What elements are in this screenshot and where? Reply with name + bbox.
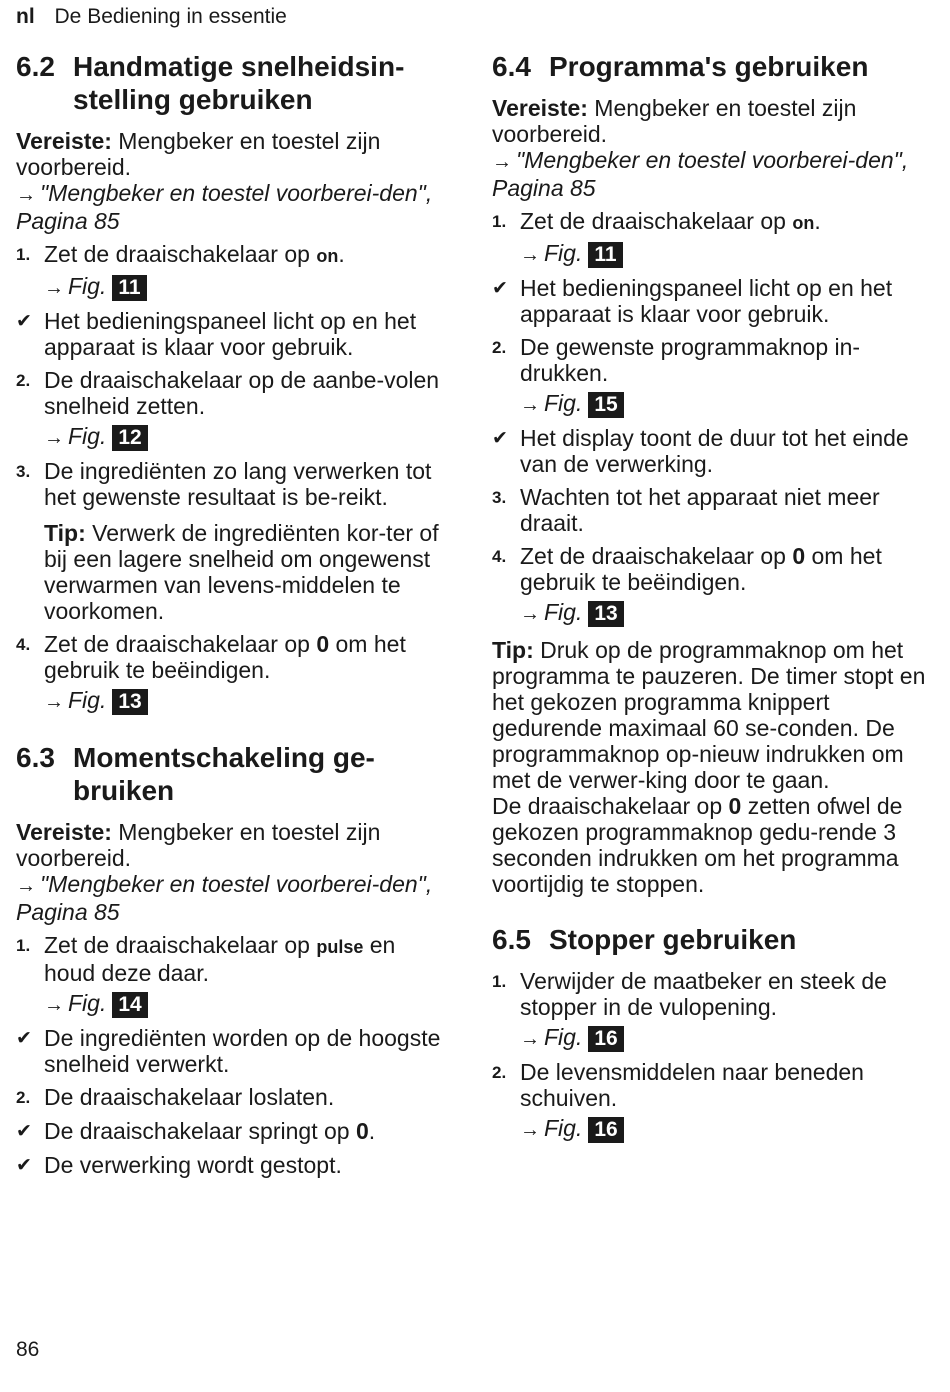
- arrow-icon: →: [520, 244, 540, 266]
- section-title: Handmatige snelheidsin-stelling gebruiken: [73, 51, 405, 115]
- check-icon: ✔: [16, 1155, 32, 1176]
- step-text-post: .: [368, 1118, 376, 1144]
- step-text: [44, 1152, 446, 1179]
- arrow-icon: →: [520, 1028, 540, 1050]
- figure-label: Fig.: [544, 390, 583, 416]
- tip-label: Tip:: [44, 520, 86, 546]
- step-text-content: Het display toont de duur tot het einde van de verwerking.: [520, 425, 909, 477]
- step-number: 1.: [16, 936, 31, 955]
- step-text-post: .: [338, 241, 345, 267]
- figure-number-badge: 16: [588, 1117, 623, 1143]
- step-item: [16, 241, 446, 301]
- step-text: [520, 425, 932, 477]
- figure-reference: [520, 390, 932, 418]
- step-text: [44, 1084, 446, 1111]
- step-text-pre: Zet de draaischakelaar op: [520, 543, 793, 569]
- cross-reference-text: "Mengbeker en toestel voorberei-den", Pagina 85: [16, 871, 433, 925]
- figure-number-badge: 14: [112, 992, 147, 1018]
- requirement: [16, 819, 446, 871]
- tip-content: Verwerk de ingrediënten kor-ter of bij een lagere snelheid om ongewenst verwarmen van levens-middelen te voorkomen.: [44, 520, 439, 624]
- arrow-icon: →: [44, 994, 64, 1016]
- section-heading: [492, 50, 932, 83]
- section-title: Momentschakeling ge-bruiken: [73, 742, 375, 806]
- section-number: 6.2: [16, 51, 55, 82]
- step-text-content: Verwijder de maatbeker en steek de stopper in de vulopening.: [520, 968, 887, 1020]
- result-item: [16, 1118, 446, 1145]
- arrow-icon: →: [16, 875, 36, 897]
- step-number: 2.: [16, 371, 31, 390]
- section-heading: [492, 923, 932, 956]
- step-text-content: De verwerking wordt gestopt.: [44, 1152, 342, 1178]
- tip-block: [44, 520, 446, 624]
- step-text-pre: Zet de draaischakelaar op: [44, 241, 317, 267]
- switch-position: pulse: [316, 937, 364, 957]
- figure-reference: [44, 687, 446, 715]
- section-title: Programma's gebruiken: [549, 51, 869, 82]
- step-item: [16, 932, 446, 1018]
- step-text-pre: Zet de draaischakelaar op: [44, 932, 317, 958]
- result-item: [16, 308, 446, 360]
- step-number: 1.: [492, 212, 507, 231]
- figure-reference: [520, 1115, 932, 1143]
- arrow-icon: →: [520, 603, 540, 625]
- step-text-post: om het gebruik te beëindigen.: [520, 543, 882, 595]
- arrow-icon: →: [520, 1119, 540, 1141]
- step-text: [44, 458, 446, 510]
- step-item: [492, 484, 932, 536]
- figure-number-badge: 12: [112, 425, 147, 451]
- figure-number-badge: 16: [588, 1026, 623, 1052]
- step-item: [16, 1084, 446, 1111]
- tip-content-post: zetten ofwel de gekozen programmaknop gedu-rende 3 seconden indrukken om het programma voortijdig te stoppen.: [492, 793, 903, 897]
- step-item: [492, 1059, 932, 1143]
- step-item: [16, 458, 446, 510]
- left-column: [16, 50, 446, 1205]
- step-text-post: .: [814, 208, 821, 234]
- section-6-4: [492, 50, 932, 897]
- arrow-icon: →: [44, 691, 64, 713]
- result-item: [16, 1152, 446, 1179]
- requirement-label: Vereiste:: [16, 128, 112, 154]
- step-text-content: Wachten tot het apparaat niet meer draait.: [520, 484, 880, 536]
- step-text-content: De gewenste programmaknop in-drukken.: [520, 334, 861, 386]
- figure-label: Fig.: [68, 687, 107, 713]
- result-item: [16, 1025, 446, 1077]
- figure-reference: [520, 1024, 932, 1052]
- tip-content: Druk op de programmaknop om het programma te pauzeren. De timer stopt en het gekozen programma knippert gedurende maximaal 60 se-conden. De programmaknop op-nieuw indrukken om met de verwer-king door te gaan.: [492, 637, 926, 793]
- tip-label: Tip:: [492, 637, 534, 663]
- step-text-content: Het bedieningspaneel licht op en het apparaat is klaar voor gebruik.: [44, 308, 417, 360]
- step-number: 2.: [492, 338, 507, 357]
- switch-position: on: [316, 246, 339, 266]
- step-item: [492, 208, 932, 268]
- page-header: [16, 5, 287, 29]
- step-text-post: om het gebruik te beëindigen.: [44, 631, 406, 683]
- step-text-content: De levensmiddelen naar beneden schuiven.: [520, 1059, 864, 1111]
- page-number: 86: [16, 1338, 40, 1361]
- figure-reference: [44, 990, 446, 1018]
- step-text: [44, 241, 446, 301]
- step-text-post: en houd deze daar.: [44, 932, 396, 986]
- arrow-icon: →: [492, 151, 512, 173]
- step-text-pre: De draaischakelaar springt op: [44, 1118, 356, 1144]
- figure-number-badge: 11: [112, 275, 146, 301]
- step-text: [44, 1118, 446, 1145]
- tip-text-continued: [492, 793, 932, 897]
- tip-text: [44, 520, 446, 624]
- arrow-icon: →: [44, 277, 64, 299]
- step-text-content: De ingrediënten zo lang verwerken tot het gewenste resultaat is be-reikt.: [44, 458, 432, 510]
- section-6-3: [16, 741, 446, 1179]
- figure-number-badge: 15: [588, 392, 623, 418]
- step-number: 3.: [16, 462, 31, 481]
- step-text: [520, 208, 932, 268]
- cross-reference: [16, 871, 446, 925]
- step-item: [16, 367, 446, 451]
- step-text: [520, 334, 932, 418]
- section-number: 6.5: [492, 924, 531, 955]
- step-text-pre: Zet de draaischakelaar op: [44, 631, 317, 657]
- result-item: [492, 425, 932, 477]
- step-number: 3.: [492, 488, 507, 507]
- step-item: [492, 968, 932, 1052]
- step-number: 1.: [492, 972, 507, 991]
- step-text: [520, 968, 932, 1052]
- step-item: [492, 543, 932, 627]
- step-text: [44, 367, 446, 451]
- figure-number-badge: 13: [588, 601, 623, 627]
- requirement-text: Mengbeker en toestel zijn voorbereid.: [16, 128, 381, 180]
- section-number: 6.4: [492, 51, 531, 82]
- step-text-content: De ingrediënten worden op de hoogste snelheid verwerkt.: [44, 1025, 441, 1077]
- step-number: 2.: [16, 1088, 31, 1107]
- language-code: nl: [16, 5, 35, 28]
- section-6-2: [16, 50, 446, 715]
- figure-label: Fig.: [68, 273, 107, 299]
- check-icon: ✔: [492, 428, 508, 449]
- requirement: [16, 128, 446, 180]
- check-icon: ✔: [16, 311, 32, 332]
- tip-content-pre: De draaischakelaar op: [492, 793, 729, 819]
- step-text: [44, 631, 446, 715]
- switch-position: 0: [355, 1118, 369, 1144]
- figure-label: Fig.: [544, 240, 583, 266]
- figure-number-badge: 13: [112, 689, 147, 715]
- switch-position: 0: [728, 793, 742, 819]
- section-heading: [16, 50, 446, 116]
- figure-reference: [44, 273, 446, 301]
- step-text-content: De draaischakelaar loslaten.: [44, 1084, 335, 1110]
- step-item: [16, 631, 446, 715]
- tip-text: [492, 637, 932, 793]
- switch-position: on: [792, 213, 815, 233]
- step-number: 1.: [16, 245, 31, 264]
- requirement-label: Vereiste:: [16, 819, 112, 845]
- figure-label: Fig.: [68, 423, 107, 449]
- figure-label: Fig.: [544, 1115, 583, 1141]
- step-text: [520, 275, 932, 327]
- section-title: Stopper gebruiken: [549, 924, 797, 955]
- arrow-icon: →: [520, 394, 540, 416]
- check-icon: ✔: [16, 1121, 32, 1142]
- step-text: [44, 308, 446, 360]
- section-number: 6.3: [16, 742, 55, 773]
- step-number: 4.: [16, 635, 31, 654]
- requirement: [492, 95, 932, 147]
- right-column: [492, 50, 932, 1169]
- header-title: De Bediening in essentie: [54, 5, 287, 28]
- step-text: [520, 543, 932, 627]
- switch-position: 0: [316, 631, 330, 657]
- arrow-icon: →: [44, 427, 64, 449]
- step-text: [44, 932, 446, 1018]
- figure-reference: [520, 240, 932, 268]
- step-text: [44, 1025, 446, 1077]
- cross-reference: [492, 147, 932, 201]
- check-icon: ✔: [492, 278, 508, 299]
- step-text-pre: Zet de draaischakelaar op: [520, 208, 793, 234]
- section-heading: [16, 741, 446, 807]
- tip-block: [492, 637, 932, 897]
- figure-number-badge: 11: [588, 242, 622, 268]
- step-item: [492, 334, 932, 418]
- section-6-5: [492, 923, 932, 1143]
- switch-position: 0: [792, 543, 806, 569]
- cross-reference-text: "Mengbeker en toestel voorberei-den", Pagina 85: [16, 180, 433, 234]
- requirement-text: Mengbeker en toestel zijn voorbereid.: [16, 819, 381, 871]
- step-text-content: Het bedieningspaneel licht op en het apparaat is klaar voor gebruik.: [520, 275, 893, 327]
- step-text: [520, 1059, 932, 1143]
- figure-label: Fig.: [544, 1024, 583, 1050]
- step-number: 4.: [492, 547, 507, 566]
- requirement-text: Mengbeker en toestel zijn voorbereid.: [492, 95, 857, 147]
- requirement-label: Vereiste:: [492, 95, 588, 121]
- step-text: [520, 484, 932, 536]
- figure-reference: [520, 599, 932, 627]
- step-text-content: De draaischakelaar op de aanbe-volen snelheid zetten.: [44, 367, 440, 419]
- arrow-icon: →: [16, 184, 36, 206]
- figure-reference: [44, 423, 446, 451]
- figure-label: Fig.: [68, 990, 107, 1016]
- cross-reference: [16, 180, 446, 234]
- figure-label: Fig.: [544, 599, 583, 625]
- step-number: 2.: [492, 1063, 507, 1082]
- check-icon: ✔: [16, 1028, 32, 1049]
- cross-reference-text: "Mengbeker en toestel voorberei-den", Pagina 85: [492, 147, 909, 201]
- result-item: [492, 275, 932, 327]
